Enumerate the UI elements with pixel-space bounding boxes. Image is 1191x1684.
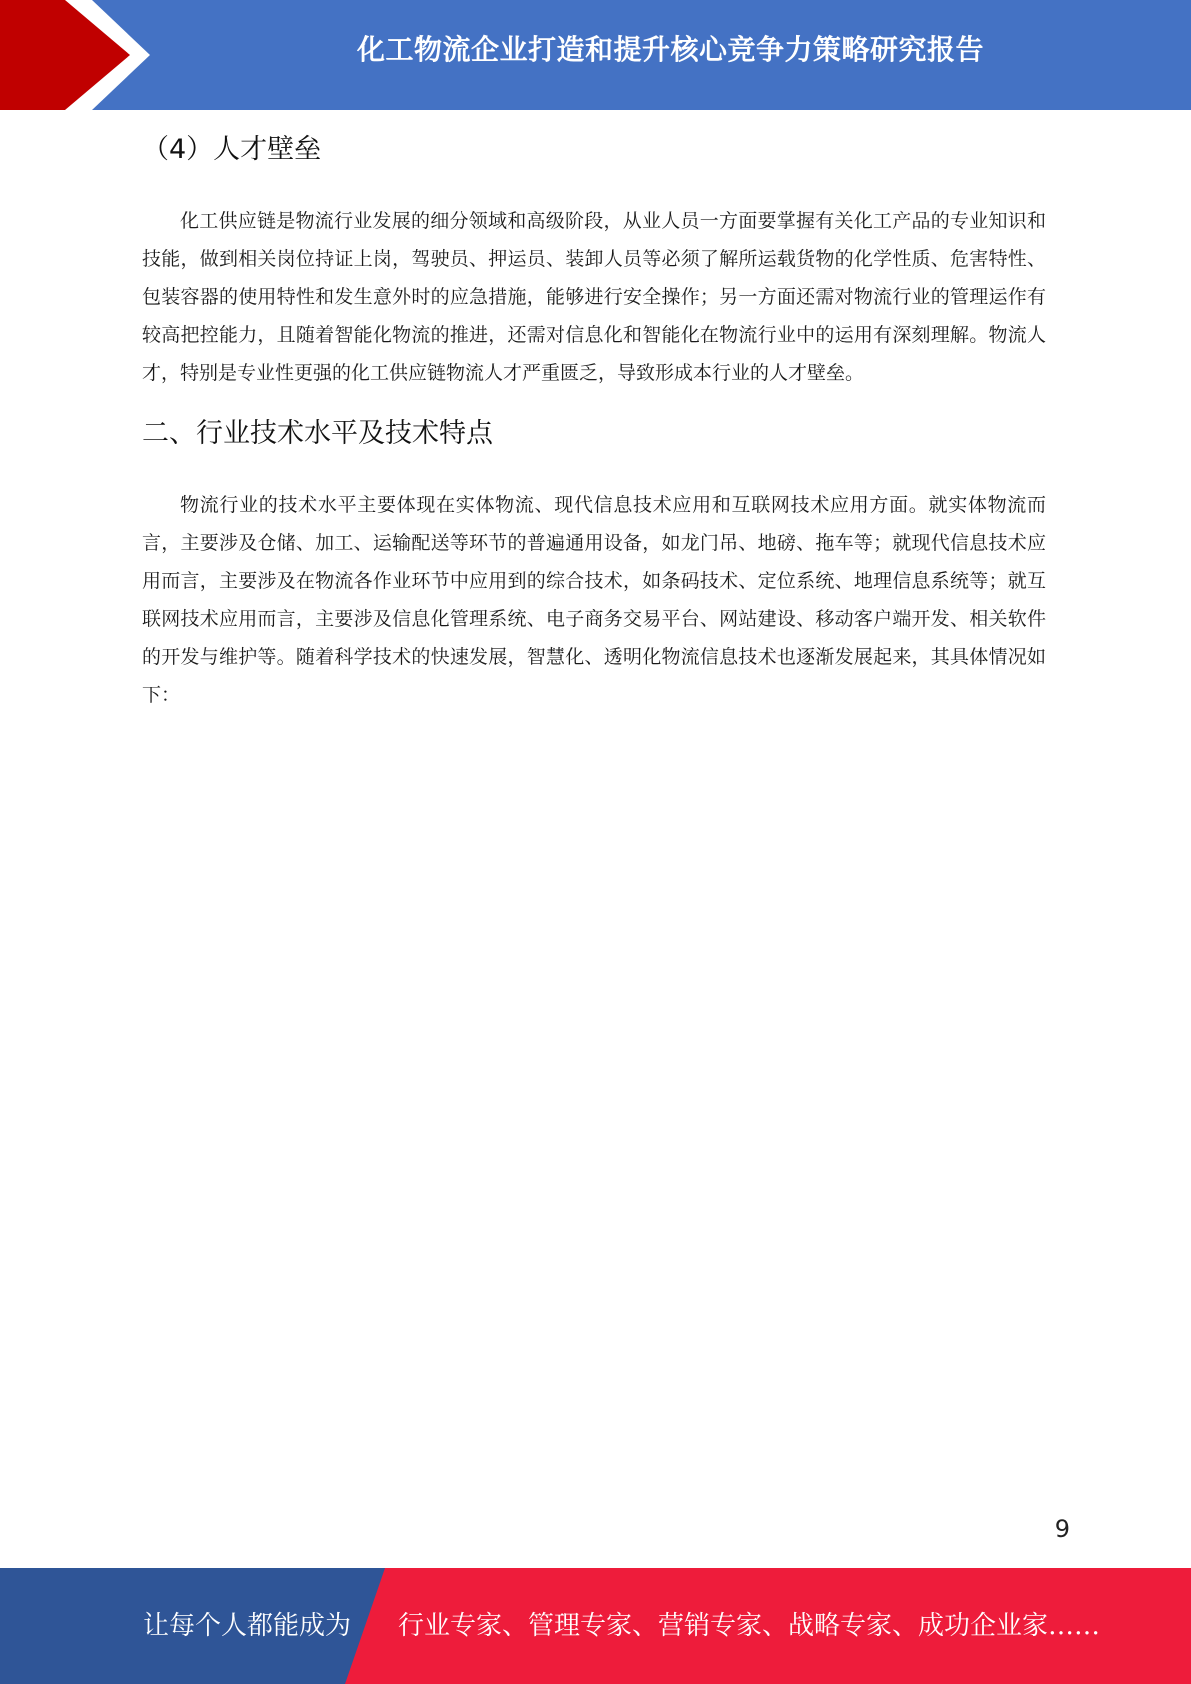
paragraph-talent-barrier: 化工供应链是物流行业发展的细分领域和高级阶段，从业人员一方面要掌握有关化工产品的专业知识和技能，做到相关岗位持证上岗，驾驶员、押运员、装卸人员等必须了解所运载货物的化学性质、危害特性、包装容器的使用特性和发生意外时的应急措施，能够进行安全操作；另一方面还需对物流行业的管理运作有较高把控能力，且随着智能化物流的推进，还需对信息化和智能化在物流行业中的运用有深刻理解。物流人才，特别是专业性更强的化工供应链物流人才严重匮乏，导致形成本行业的人才壁垒。 [142, 210, 1046, 384]
page-header [0, 0, 1191, 110]
page-footer [0, 1568, 1191, 1684]
page-number: 9 [1054, 1515, 1070, 1543]
page-content [142, 120, 1046, 714]
report-title: 化工物流企业打造和提升核心竞争力策略研究报告 [356, 33, 984, 66]
section-technology [142, 414, 1046, 714]
footer-slogan-right: 行业专家、管理专家、营销专家、战略专家、成功企业家…… [398, 1611, 1101, 1641]
footer-slogan-left: 让每个人都能成为 [143, 1611, 352, 1641]
paragraph-technology: 物流行业的技术水平主要体现在实体物流、现代信息技术应用和互联网技术应用方面。就实体物流而言，主要涉及仓储、加工、运输配送等环节的普遍通用设备，如龙门吊、地磅、拖车等；就现代信息技术应用而言，主要涉及在物流各作业环节中应用到的综合技术，如条码技术、定位系统、地理信息系统等；就互联网技术应用而言，主要涉及信息化管理系统、电子商务交易平台、网站建设、移动客户端开发、相关软件的开发与维护等。随着科学技术的快速发展，智慧化、透明化物流信息技术也逐渐发展起来，其具体情况如下： [142, 494, 1046, 706]
section-heading-talent-barrier: （4）人才壁垒 [142, 134, 322, 165]
section-heading-technology: 二、行业技术水平及技术特点 [142, 418, 493, 449]
